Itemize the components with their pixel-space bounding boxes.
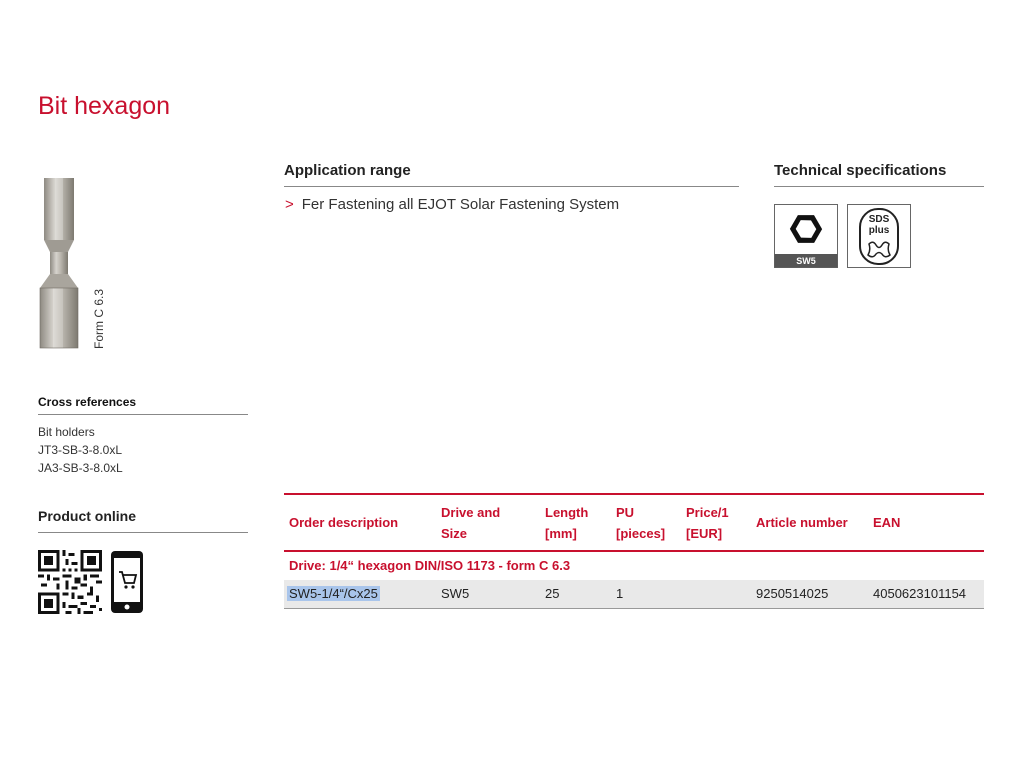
sds-label: SDS xyxy=(868,214,890,225)
plus-label: plus xyxy=(868,225,890,236)
col-header-pu xyxy=(616,502,665,544)
cell-ean: 4050623101154 xyxy=(873,586,967,601)
col-header-line: Length xyxy=(545,505,589,520)
col-header-line: [pieces] xyxy=(616,526,666,541)
col-header-line: Drive and xyxy=(441,505,501,520)
col-header-line: PU xyxy=(616,505,635,520)
application-item xyxy=(285,196,619,213)
cell-length: 25 xyxy=(545,586,560,601)
chevron-right-icon: > xyxy=(285,196,294,213)
table-header-border xyxy=(284,550,984,552)
cross-references-heading: Cross references xyxy=(38,395,137,409)
sds-plus-icon xyxy=(847,204,911,268)
cross-reference-item[interactable]: JT3-SB-3-8.0xL xyxy=(38,443,123,457)
col-header-line: [mm] xyxy=(545,526,577,541)
page-title: Bit hexagon xyxy=(38,92,171,120)
col-header-ean: EAN xyxy=(873,515,901,530)
cross-references-list xyxy=(38,423,123,477)
cell-pu: 1 xyxy=(616,586,624,601)
col-header-article-number: Article number xyxy=(756,515,848,530)
selected-text[interactable]: SW5-1/4“/Cx25 xyxy=(289,586,378,601)
divider xyxy=(38,414,248,415)
bit-product-image xyxy=(38,176,86,351)
table-group-heading: Drive: 1/4“ hexagon DIN/ISO 1173 - form C 6.3 xyxy=(289,558,571,573)
col-header-price xyxy=(686,502,729,544)
application-item-text: Fer Fastening all EJOT Solar Fastening System xyxy=(301,196,620,213)
table-top-border xyxy=(284,493,984,495)
col-header-line: [EUR] xyxy=(686,526,723,541)
qr-code[interactable] xyxy=(38,550,102,614)
cross-reference-item: Bit holders xyxy=(38,425,95,439)
divider xyxy=(284,186,739,187)
divider xyxy=(38,532,248,533)
col-header-length xyxy=(545,502,588,544)
technical-specifications-heading: Technical specifications xyxy=(774,162,947,179)
form-label: Form C 6.3 xyxy=(92,288,106,349)
col-header-line: Size xyxy=(441,526,468,541)
col-header-drive-size xyxy=(441,502,500,544)
divider xyxy=(774,186,984,187)
cell-article-number: 9250514025 xyxy=(756,586,829,601)
hexagon-drive-label: SW5 xyxy=(796,256,816,266)
col-header-order-description: Order description xyxy=(289,515,399,530)
col-header-line: Price/1 xyxy=(686,505,729,520)
application-range-heading: Application range xyxy=(284,162,411,179)
product-online-heading: Product online xyxy=(38,508,136,524)
phone-cart-icon[interactable] xyxy=(110,550,144,614)
cross-reference-item[interactable]: JA3-SB-3-8.0xL xyxy=(38,461,123,475)
hexagon-drive-icon xyxy=(774,204,838,268)
cell-drive: SW5 xyxy=(441,586,470,601)
cell-order-description[interactable] xyxy=(289,586,380,601)
